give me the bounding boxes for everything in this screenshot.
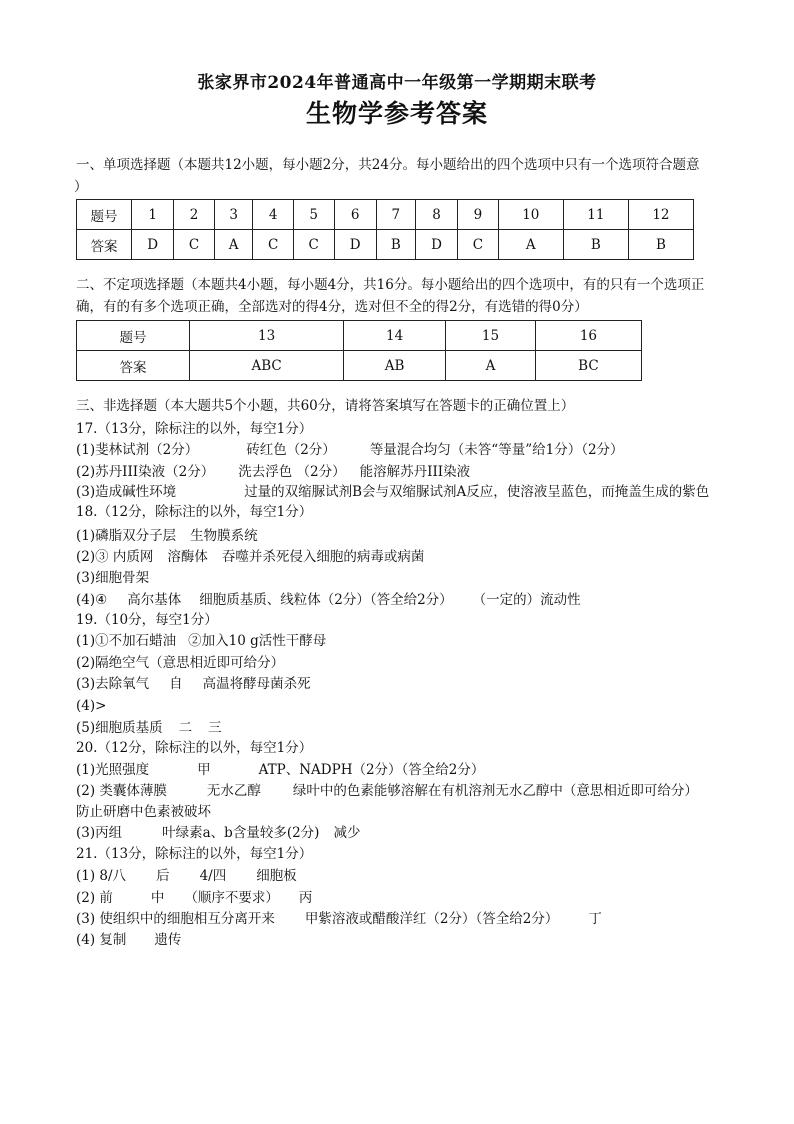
answer-text: 叶绿素a、b含量较多(2分)	[162, 825, 320, 841]
answer-text: (1)①不加石蜡油	[76, 633, 177, 649]
answer-text: 21.（13分，除标注的以外，每空1分）	[76, 846, 313, 862]
answer-line	[76, 502, 312, 522]
section2-intro-line2: 确，有的有多个选项正确，全部选对的得4分，选对但不全的得2分，有选错的得0分）	[76, 299, 588, 315]
answer-line	[76, 909, 602, 929]
section2-answer-table	[76, 320, 642, 381]
answer-cell: ABC	[190, 351, 344, 381]
question-number: 16	[535, 321, 641, 351]
answer-line	[76, 440, 624, 460]
answer-text: (3)细胞骨架	[76, 570, 150, 586]
answer-text: 三	[208, 720, 222, 736]
table-row	[77, 351, 642, 381]
answer-text: (2)③ 内质网	[76, 549, 154, 565]
answer-line	[76, 653, 284, 673]
answer-cell: D	[334, 230, 376, 260]
answer-text: (2) 前	[76, 890, 113, 906]
answer-text: 生物膜系统	[190, 528, 258, 544]
table-row	[77, 321, 642, 351]
answer-text: (4)④	[76, 592, 108, 608]
answer-text: 等量混合均匀（未答“等量”给1分）（2分）	[369, 442, 624, 458]
answer-text: (1) 8/八	[76, 868, 127, 884]
answer-cell: AB	[344, 351, 446, 381]
answer-line	[76, 760, 484, 780]
answer-text: 溶酶体	[167, 549, 208, 565]
answer-text: (3)丙组	[76, 825, 123, 841]
answer-cell: B	[376, 230, 415, 260]
answer-text: 细胞板	[256, 868, 297, 884]
answer-text: (5)细胞质基质	[76, 720, 163, 736]
row-label: 题号	[77, 200, 132, 230]
answer-text: 丁	[588, 911, 602, 927]
section1-intro-line2: ）	[74, 179, 88, 195]
question-number: 15	[446, 321, 536, 351]
question-number: 5	[293, 200, 334, 230]
answer-line	[76, 738, 312, 758]
answer-text: (4) 复制	[76, 932, 127, 948]
answer-line	[76, 866, 297, 886]
answer-text: 高尔基体	[127, 592, 182, 608]
answer-text: 能溶解苏丹III染液	[359, 464, 471, 480]
answer-text: 减少	[333, 825, 361, 841]
question-number: 6	[334, 200, 376, 230]
answer-text: (2)苏丹III染液（2分）	[76, 464, 215, 480]
answer-text: 后	[156, 868, 170, 884]
answer-text: 绿叶中的色素能够溶解在有机溶剂无水乙醇中（意思相近即可给分）	[292, 783, 698, 799]
answer-text: 无水乙醇	[206, 783, 261, 799]
answer-line	[76, 590, 581, 610]
answer-line	[76, 462, 470, 482]
answer-line	[76, 419, 312, 439]
question-number: 8	[415, 200, 457, 230]
answer-cell: D	[132, 230, 174, 260]
answer-text: 19.（10分，每空1分）	[76, 612, 218, 628]
answer-line	[76, 930, 181, 950]
section1-intro-line1: 一、单项选择题（本题共12小题，每小题2分，共24分。每小题给出的四个选项中只有一个选项符合题意	[76, 157, 700, 173]
question-number: 1	[132, 200, 174, 230]
answer-line	[76, 696, 106, 716]
answer-line	[76, 823, 360, 843]
answer-text: （顺序不要求）	[184, 890, 279, 906]
question-number: 11	[563, 200, 628, 230]
answer-text: (1)磷脂双分子层	[76, 528, 177, 544]
question-number: 3	[214, 200, 252, 230]
answer-text: ATP、NADPH（2分）（答全给2分）	[258, 762, 485, 778]
answer-text: 丙	[298, 890, 313, 906]
question-number: 10	[498, 200, 563, 230]
answer-text: （一定的）流动性	[472, 592, 581, 608]
section1-answer-table	[76, 199, 694, 260]
answer-cell: C	[253, 230, 294, 260]
answer-line	[76, 888, 312, 908]
section1-intro	[76, 154, 736, 198]
question-number: 12	[628, 200, 693, 230]
answer-text: 中	[150, 890, 165, 906]
answer-text: 17.（13分，除标注的以外，每空1分）	[76, 421, 313, 437]
answer-text: 18.（12分，除标注的以外，每空1分）	[76, 504, 313, 520]
page-title: 生物学参考答案	[305, 99, 488, 128]
answer-cell: A	[498, 230, 563, 260]
question-number: 7	[376, 200, 415, 230]
answer-text: (2) 类囊体薄膜	[76, 783, 167, 799]
question-number: 9	[458, 200, 499, 230]
answer-text: 二	[178, 720, 193, 736]
answer-line	[76, 781, 698, 801]
answer-text: 遗传	[154, 932, 182, 948]
table-row	[77, 230, 694, 260]
question-number: 13	[190, 321, 344, 351]
answer-text: ②加入10 g活性干酵母	[188, 633, 327, 649]
answer-text: (1)光照强度	[76, 762, 150, 778]
answer-text: 细胞质基质、线粒体（2分）（答全给2分）	[199, 592, 453, 608]
exam-title: 张家界市2024年普通高中一年级第一学期期末联考	[197, 73, 597, 93]
answer-text: 自	[169, 676, 183, 692]
answer-text: (3) 使组织中的细胞相互分离开来	[76, 911, 275, 927]
section2-intro	[76, 274, 736, 318]
answer-line	[76, 631, 326, 651]
answer-line	[76, 844, 312, 864]
answer-cell: A	[446, 351, 536, 381]
answer-text: 甲紫溶液或醋酸洋红（2分）（答全给2分）	[304, 911, 559, 927]
answer-text: 4/四	[199, 868, 227, 884]
answer-cell: B	[563, 230, 628, 260]
answer-cell: BC	[535, 351, 641, 381]
row-label: 答案	[77, 230, 132, 260]
answer-line	[76, 547, 424, 567]
answer-cell: B	[628, 230, 693, 260]
answer-cell: A	[214, 230, 252, 260]
answer-text: 洗去浮色 （2分）	[238, 464, 346, 480]
question-number: 2	[174, 200, 215, 230]
answer-cell: C	[293, 230, 334, 260]
answer-text: 甲	[197, 762, 211, 778]
answer-cell: C	[458, 230, 499, 260]
answer-text: (1)斐林试剂（2分）	[76, 442, 199, 458]
section2-intro-line1: 二、不定项选择题（本题共4小题，每小题4分，共16分。每小题给出的四个选项中，有的只有一个选项正	[76, 277, 705, 293]
answer-line	[76, 568, 149, 588]
answer-text: (2)隔绝空气（意思相近即可给分）	[76, 655, 285, 671]
section3-intro: 三、非选择题（本大题共5个小题，共60分，请将答案填写在答题卡的正确位置上）	[76, 398, 575, 414]
table-row	[77, 200, 694, 230]
answer-line	[76, 610, 218, 630]
answer-line	[76, 674, 311, 694]
answer-cell: D	[415, 230, 457, 260]
answer-text: (3)去除氧气	[76, 676, 150, 692]
answer-text: (4)>	[76, 698, 107, 714]
question-number: 4	[253, 200, 294, 230]
answer-line	[76, 718, 222, 738]
answer-text: 防止研磨中色素被破坏	[76, 804, 211, 820]
row-label: 题号	[77, 321, 190, 351]
answer-line	[76, 526, 258, 546]
answer-text: 砖红色（2分）	[246, 442, 336, 458]
answer-text: 20.（12分，除标注的以外，每空1分）	[76, 740, 313, 756]
answer-text: (3)造成碱性环境	[76, 484, 177, 500]
answer-line	[76, 482, 709, 502]
row-label: 答案	[77, 351, 190, 381]
answer-text: 高温将酵母菌杀死	[202, 676, 311, 692]
answer-line	[76, 802, 211, 822]
answer-cell: C	[174, 230, 215, 260]
question-number: 14	[344, 321, 446, 351]
answer-text: 过量的双缩脲试剂B会与双缩脲试剂A反应，使溶液呈蓝色，而掩盖生成的紫色	[244, 484, 710, 500]
answer-text: 吞噬并杀死侵入细胞的病毒或病菌	[221, 549, 425, 565]
